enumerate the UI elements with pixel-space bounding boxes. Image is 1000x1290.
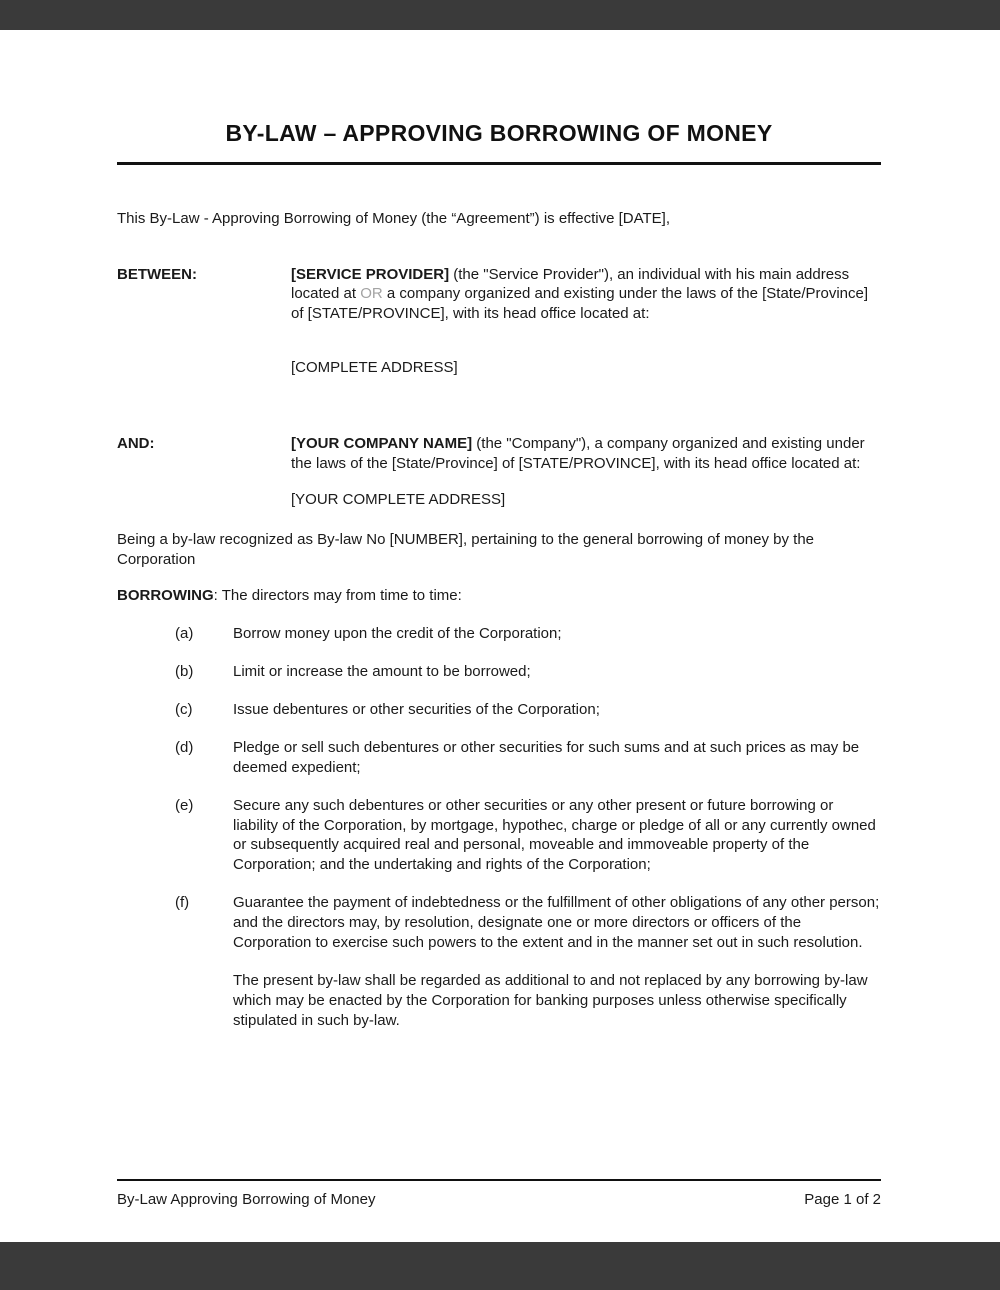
complete-address-placeholder: [COMPLETE ADDRESS] [291,359,458,377]
bottom-border-bar [0,1242,1000,1290]
between-text-2: a company organized and existing under the laws of the [State/Province] of [STATE/PROVINCE], with its head office located at: [291,285,869,323]
list-item-f [175,893,881,953]
and-text-1: (the "Company"), a company organized and existing under the laws of the [State/Province] of [STATE/PROVINCE], with its head office located at: [291,435,865,473]
list-item-text: Borrow money upon the credit of the Corporation; [233,624,562,642]
company-name-placeholder: [YOUR COMPANY NAME] [291,435,473,453]
list-item-e [175,796,881,876]
list-item-b [175,662,881,682]
and-section [117,434,881,474]
list-item-text: Issue debentures or other securities of the Corporation; [233,700,600,718]
list-marker: (e) [175,796,194,814]
between-address-spacer [117,358,291,378]
borrowing-heading-bold: BORROWING [117,586,214,604]
page-footer [117,1179,881,1210]
list-marker: (a) [175,624,194,642]
list-item-a [175,624,881,644]
borrowing-heading-rest: : The directors may from time to time: [213,586,462,604]
between-body [291,265,881,325]
between-section [117,265,881,325]
service-provider-placeholder: [SERVICE PROVIDER] [291,265,450,283]
list-marker: (c) [175,700,193,718]
intro-paragraph: This By-Law - Approving Borrowing of Money (the “Agreement”) is effective [DATE], [117,209,670,227]
and-address-spacer [117,490,291,510]
list-item-text: Limit or increase the amount to be borrowed; [233,662,531,680]
closing-paragraph: The present by-law shall be regarded as additional to and not replaced by any borrowing by-law which may be enacted by the Corporation for banking purposes unless otherwise specifically stipulated in such by-law. [233,972,868,1030]
between-label: BETWEEN: [117,265,197,283]
recognition-paragraph: Being a by-law recognized as By-law No [NUMBER], pertaining to the general borrowing of money by the Corporation [117,531,815,569]
list-item-c [175,700,881,720]
list-item-d [175,738,881,778]
and-body [291,434,881,474]
and-address-row [117,490,881,510]
list-item-text: Pledge or sell such debentures or other securities for such sums and at such prices as may be deemed expedient; [233,738,860,776]
list-item-text: Secure any such debentures or other securities or any other present or future borrowing or liability of the Corporation, by mortgage, hypothec, charge or pledge of all or any currently owned or subsequently acquired real and personal, moveable and immoveable property of the Corporation; and the undertaking and rights of the Corporation; [233,796,876,874]
or-word: OR [360,285,383,303]
list-item-text: Guarantee the payment of indebtedness or the fulfillment of other obligations of any other person; and the directors may, by resolution, designate one or more directors or officers of the Corporation to exercise such powers to the extent and in the manner set out in such resolution. [233,894,880,952]
borrowing-heading [117,586,881,606]
between-address-row [117,358,881,378]
list-marker: (b) [175,662,194,680]
title-rule [117,162,881,165]
between-text-1: (the "Service Provider"), an individual with his main address located at [291,265,850,303]
top-border-bar [0,0,1000,30]
document-page [0,30,1000,1242]
and-label: AND: [117,435,155,453]
document-title: BY-LAW – APPROVING BORROWING OF MONEY [225,120,773,146]
footer-document-name: By-Law Approving Borrowing of Money [117,1191,376,1209]
footer-page-number: Page 1 of 2 [804,1191,881,1209]
list-marker: (d) [175,738,194,756]
your-complete-address-placeholder: [YOUR COMPLETE ADDRESS] [291,491,506,509]
list-marker: (f) [175,894,190,912]
